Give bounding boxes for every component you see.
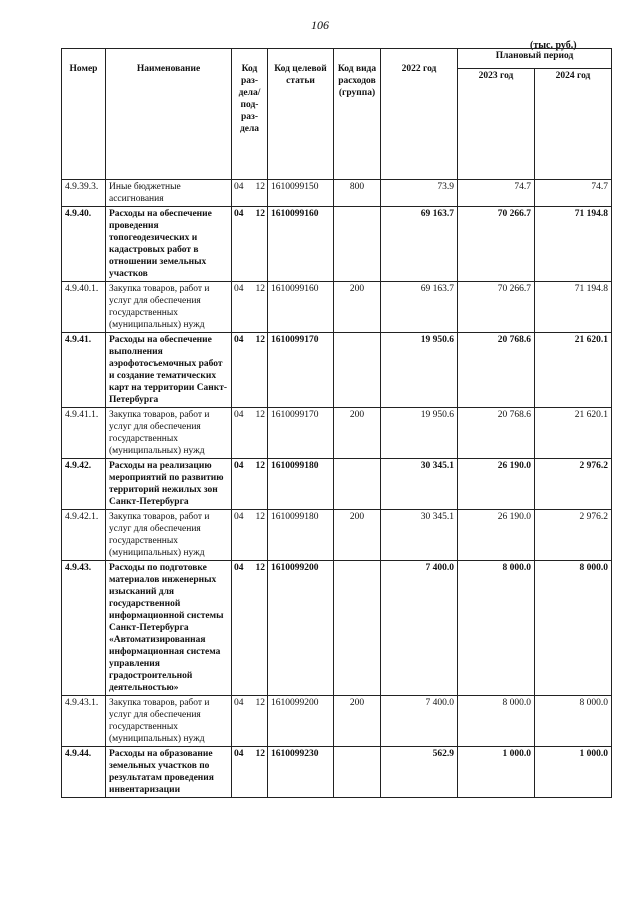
row-2022: 19 950.6 <box>381 333 458 408</box>
row-2022: 7 400.0 <box>381 561 458 696</box>
row-name: Расходы на реализацию мероприятий по развитию территорий нежилых зон Санкт-Петербурга <box>106 459 232 510</box>
row-section: 04 <box>234 284 244 294</box>
row-target-code: 1610099180 <box>268 459 334 510</box>
row-number: 4.9.43. <box>62 561 106 696</box>
row-section-code <box>232 333 268 408</box>
row-target-code: 1610099230 <box>268 747 334 798</box>
row-2023: 74.7 <box>458 180 535 207</box>
row-2024: 21 620.1 <box>535 333 612 408</box>
row-number: 4.9.40.1. <box>62 282 106 333</box>
table-row <box>62 510 612 561</box>
row-section: 04 <box>234 209 244 219</box>
row-2022: 69 163.7 <box>381 282 458 333</box>
row-number: 4.9.44. <box>62 747 106 798</box>
row-section: 04 <box>234 410 244 420</box>
row-expense-type: 200 <box>334 510 381 561</box>
row-section-code <box>232 459 268 510</box>
row-expense-type: 200 <box>334 408 381 459</box>
header-name: Наименование <box>106 49 232 180</box>
row-expense-type: 800 <box>334 180 381 207</box>
row-subsection: 12 <box>255 563 265 573</box>
row-subsection: 12 <box>255 182 265 192</box>
row-target-code: 1610099170 <box>268 333 334 408</box>
row-section: 04 <box>234 182 244 192</box>
table-row <box>62 180 612 207</box>
row-section-code <box>232 180 268 207</box>
row-2024: 74.7 <box>535 180 612 207</box>
row-section: 04 <box>234 461 244 471</box>
row-2024: 21 620.1 <box>535 408 612 459</box>
header-expense-type: Код вида расходов (группа) <box>334 49 381 180</box>
page-number: 106 <box>311 18 329 32</box>
row-section-code <box>232 747 268 798</box>
row-2024: 2 976.2 <box>535 510 612 561</box>
row-2024: 71 194.8 <box>535 282 612 333</box>
row-2022: 30 345.1 <box>381 510 458 561</box>
row-section-code <box>232 510 268 561</box>
row-number: 4.9.42.1. <box>62 510 106 561</box>
table-row <box>62 561 612 696</box>
row-2022: 562.9 <box>381 747 458 798</box>
row-section: 04 <box>234 512 244 522</box>
row-target-code: 1610099170 <box>268 408 334 459</box>
header-2022: 2022 год <box>381 49 458 180</box>
row-section-code <box>232 561 268 696</box>
row-subsection: 12 <box>255 209 265 219</box>
row-target-code: 1610099200 <box>268 696 334 747</box>
row-name: Закупка товаров, работ и услуг для обеспечения государственных (муниципальных) нужд <box>106 510 232 561</box>
table-row <box>62 207 612 282</box>
row-section-code <box>232 408 268 459</box>
row-number: 4.9.41. <box>62 333 106 408</box>
row-name: Закупка товаров, работ и услуг для обеспечения государственных (муниципальных) нужд <box>106 408 232 459</box>
row-2022: 73.9 <box>381 180 458 207</box>
table-row <box>62 408 612 459</box>
row-2022: 69 163.7 <box>381 207 458 282</box>
row-2023: 20 768.6 <box>458 408 535 459</box>
table-row <box>62 459 612 510</box>
row-target-code: 1610099150 <box>268 180 334 207</box>
row-subsection: 12 <box>255 410 265 420</box>
row-2023: 26 190.0 <box>458 459 535 510</box>
row-number: 4.9.41.1. <box>62 408 106 459</box>
header-number: Номер <box>62 49 106 180</box>
table-row <box>62 747 612 798</box>
row-name: Расходы на обеспечение проведения топогеодезических и кадастровых работ в отношении земельных участков <box>106 207 232 282</box>
row-expense-type <box>334 207 381 282</box>
budget-table <box>61 48 612 798</box>
row-2023: 8 000.0 <box>458 561 535 696</box>
row-name: Расходы на обеспечение выполнения аэрофотосъемочных работ и создание тематических карт на территории Санкт-Петербурга <box>106 333 232 408</box>
row-2024: 2 976.2 <box>535 459 612 510</box>
row-2023: 8 000.0 <box>458 696 535 747</box>
row-2023: 26 190.0 <box>458 510 535 561</box>
row-number: 4.9.39.3. <box>62 180 106 207</box>
table-row <box>62 696 612 747</box>
header-2023: 2023 год <box>458 68 535 179</box>
row-expense-type <box>334 459 381 510</box>
header-planned-period: Плановый период <box>458 49 612 69</box>
row-target-code: 1610099200 <box>268 561 334 696</box>
row-section-code <box>232 282 268 333</box>
row-section-code <box>232 696 268 747</box>
row-subsection: 12 <box>255 335 265 345</box>
header-target-code: Код целевой статьи <box>268 49 334 180</box>
row-section: 04 <box>234 563 244 573</box>
row-section: 04 <box>234 335 244 345</box>
row-number: 4.9.40. <box>62 207 106 282</box>
row-number: 4.9.43.1. <box>62 696 106 747</box>
row-name: Расходы по подготовке материалов инженерных изысканий для государственной информационной системы Санкт-Петербурга «Автоматизированная информационная система управления градостроительной деятельностью» <box>106 561 232 696</box>
row-2023: 70 266.7 <box>458 207 535 282</box>
row-2022: 30 345.1 <box>381 459 458 510</box>
row-2023: 20 768.6 <box>458 333 535 408</box>
row-expense-type: 200 <box>334 282 381 333</box>
row-subsection: 12 <box>255 461 265 471</box>
row-target-code: 1610099180 <box>268 510 334 561</box>
table-row <box>62 333 612 408</box>
row-subsection: 12 <box>255 749 265 759</box>
row-subsection: 12 <box>255 512 265 522</box>
row-section-code <box>232 207 268 282</box>
row-2022: 7 400.0 <box>381 696 458 747</box>
row-name: Закупка товаров, работ и услуг для обеспечения государственных (муниципальных) нужд <box>106 282 232 333</box>
row-name: Закупка товаров, работ и услуг для обеспечения государственных (муниципальных) нужд <box>106 696 232 747</box>
row-expense-type: 200 <box>334 696 381 747</box>
row-section: 04 <box>234 749 244 759</box>
row-target-code: 1610099160 <box>268 207 334 282</box>
row-2023: 70 266.7 <box>458 282 535 333</box>
row-name: Расходы на образование земельных участков по результатам проведения инвентаризации <box>106 747 232 798</box>
row-expense-type <box>334 561 381 696</box>
row-expense-type <box>334 747 381 798</box>
row-2024: 8 000.0 <box>535 696 612 747</box>
row-subsection: 12 <box>255 698 265 708</box>
row-2023: 1 000.0 <box>458 747 535 798</box>
header-2024: 2024 год <box>535 68 612 179</box>
row-2024: 1 000.0 <box>535 747 612 798</box>
row-expense-type <box>334 333 381 408</box>
row-name: Иные бюджетные ассигнования <box>106 180 232 207</box>
row-2024: 8 000.0 <box>535 561 612 696</box>
row-2024: 71 194.8 <box>535 207 612 282</box>
row-section: 04 <box>234 698 244 708</box>
row-number: 4.9.42. <box>62 459 106 510</box>
row-target-code: 1610099160 <box>268 282 334 333</box>
units-note: (тыс. руб.) <box>530 40 577 51</box>
header-section-code: Код раз-дела/ под-раз-дела <box>232 49 268 180</box>
row-subsection: 12 <box>255 284 265 294</box>
table-row <box>62 282 612 333</box>
row-2022: 19 950.6 <box>381 408 458 459</box>
